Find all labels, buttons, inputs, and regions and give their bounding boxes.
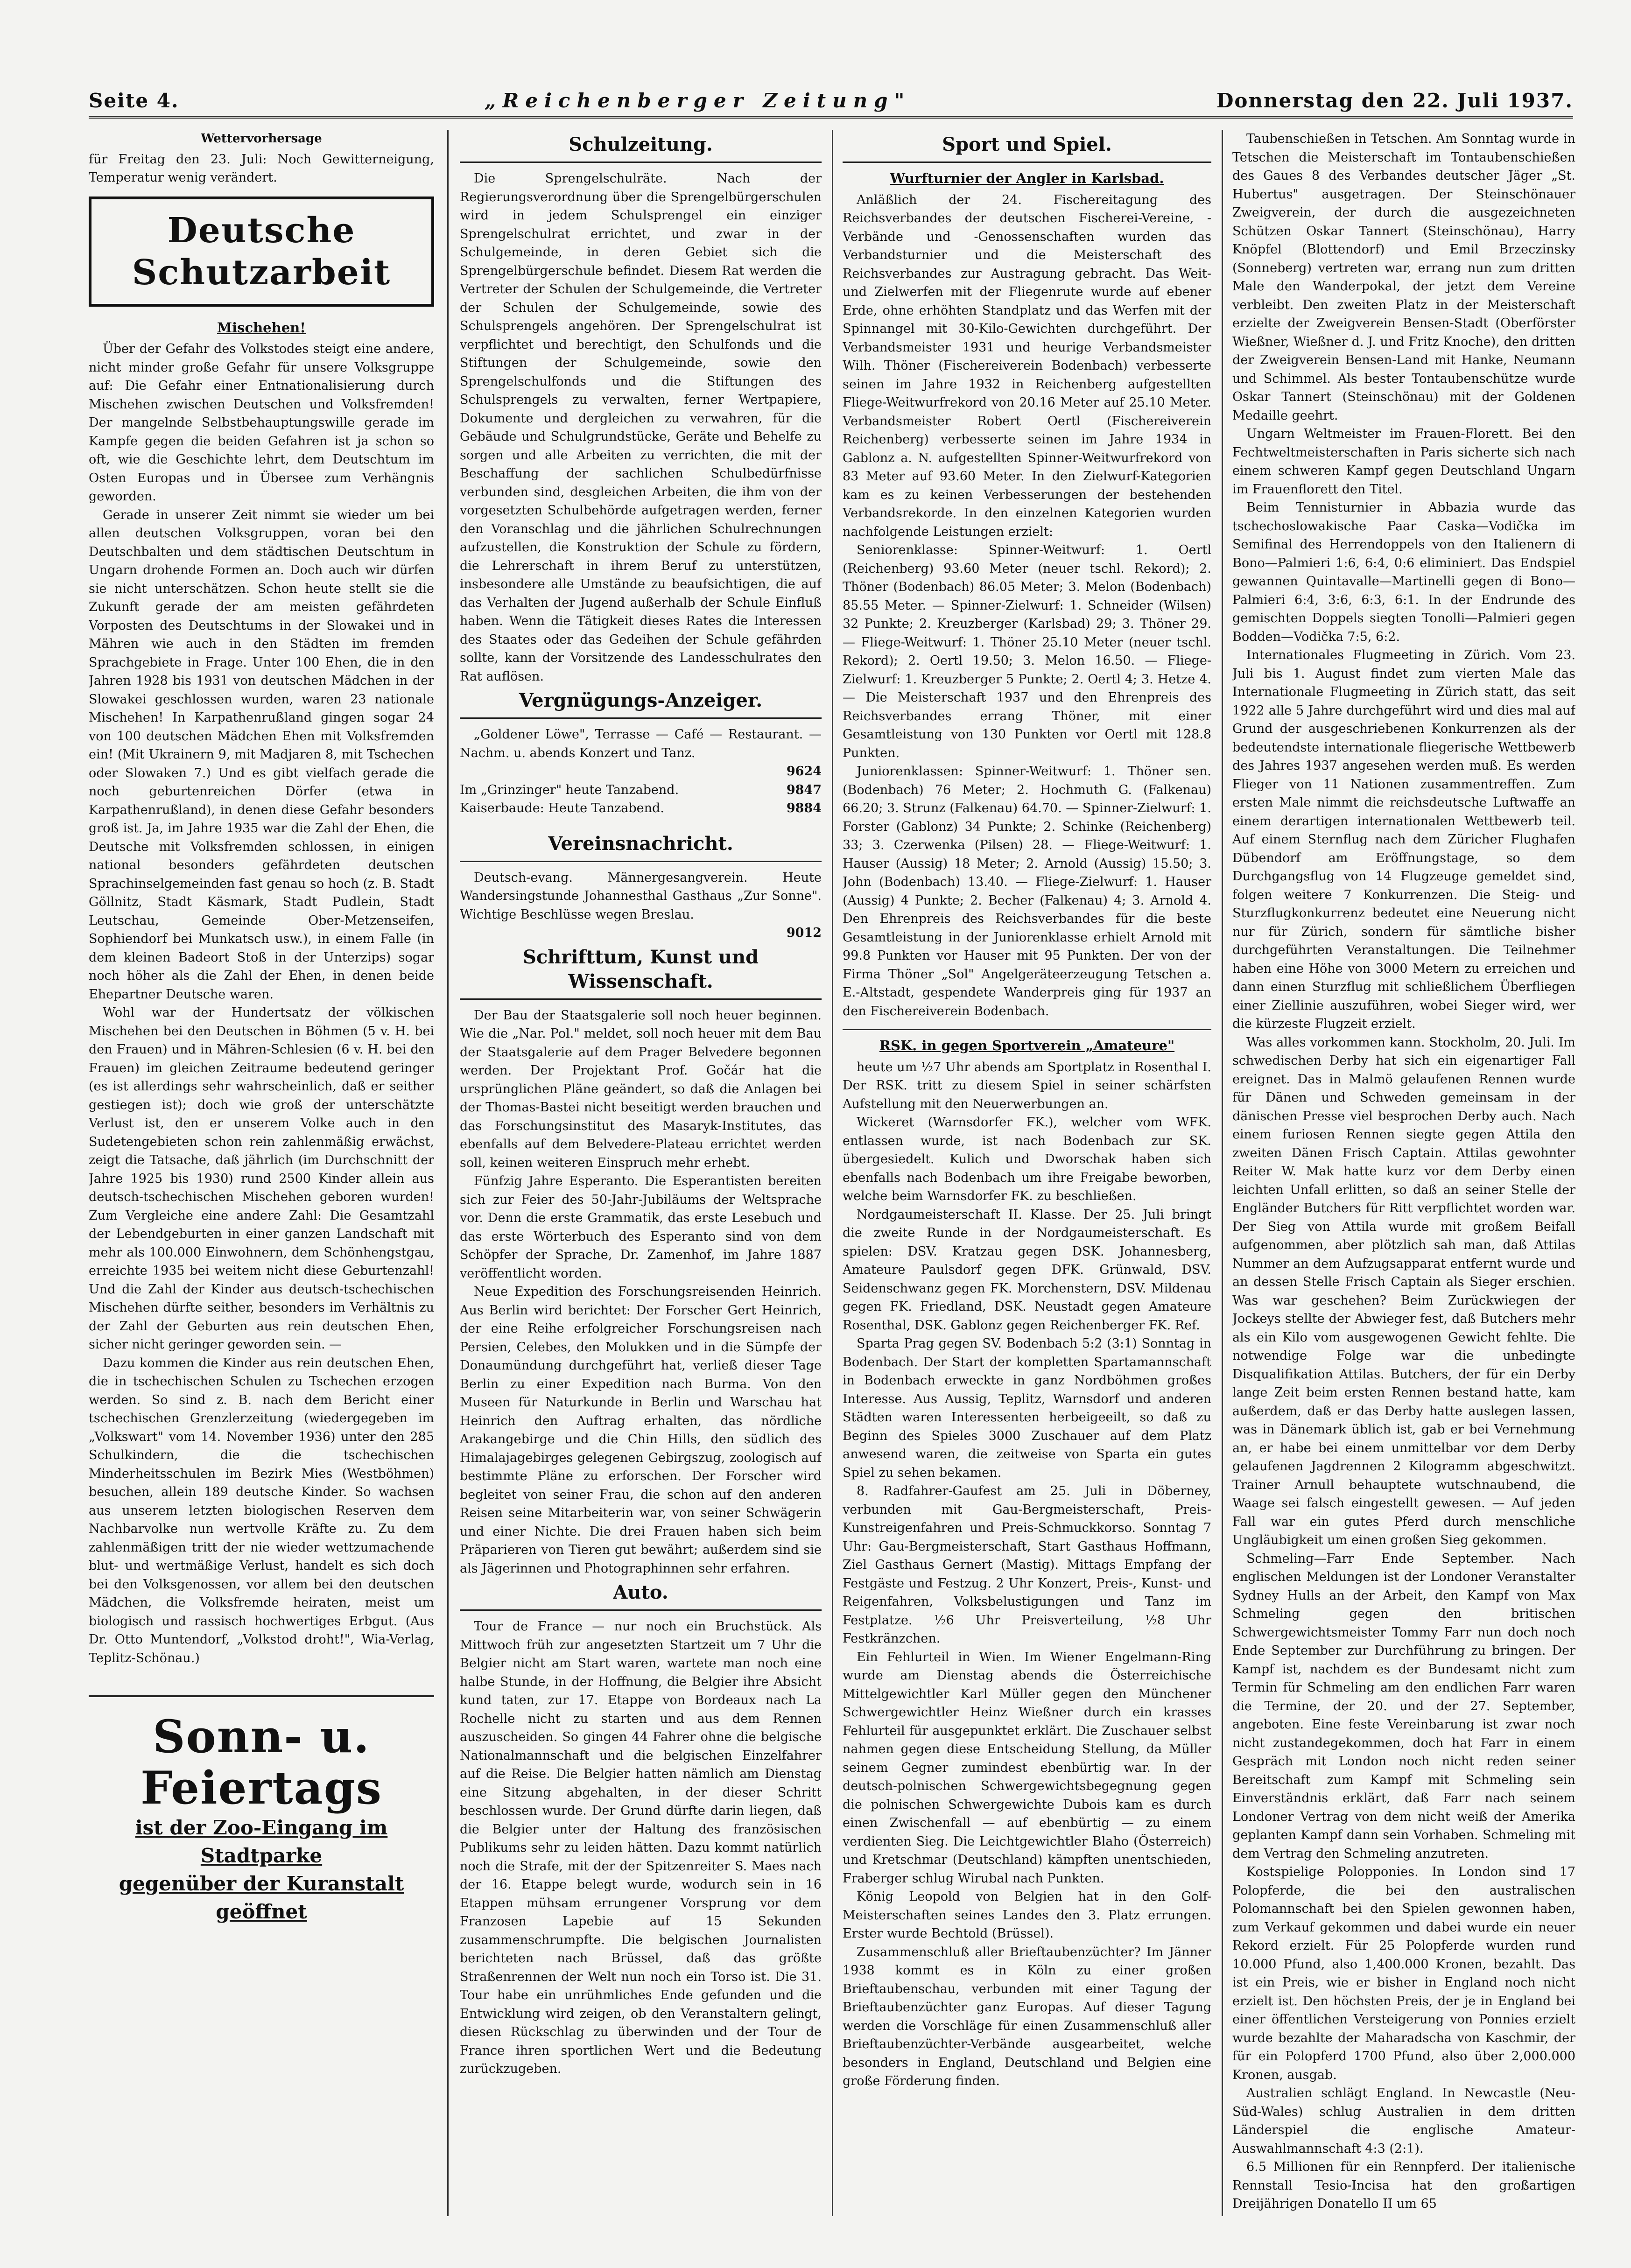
club-notice: Deutsch-evang. Männergesangverein. Heute Wandersingstunde Johannesthal Gasthaus „Zur Sonne". Wichtige Beschlüsse wegen Breslau.: [460, 870, 822, 922]
column-divider: [832, 130, 833, 2216]
listing-number: 9624: [786, 764, 822, 779]
article-paragraph: Kostspielige Polopponies. In London sind 17 Polopferde, die bei den australischen Polomannschaft bei den Spielen gewonnen haben, zum Verkauf gekommen und dabei wurde ein neuer Rekord erzielt. Für 25 Polopferde wurden rund 10.000 Pfund, also 1,400.000 Kronen, bezahlt. Das ist ein Preis, wie er bisher in England noch nicht erzielt ist. Den höchsten Preis, der je in England bei einer öffentlichen Versteigerung von Ponnies erzielt wurde bezahlte der Maharadscha von Kaschmir, der für ein Polopferd 1700 Pfund, also über 2,000.000 Kronen, ausgab.: [1232, 1865, 1575, 2082]
article-subtitle: RSK. in gegen Sportverein „Amateure": [879, 1038, 1175, 1053]
article-paragraph: Beim Tennisturnier in Abbazia wurde das tschechoslowakische Paar Caska—Vodička im Semifinal des Herrendoppels von den Italienern di Bono—Palmieri 1:6, 6:4, 0:6 eliminiert. Das Endspiel gewannen Quintavalle—Martinelli gegen di Bono—Palmieri 6:4, 3:6, 6:3, 6:1. In der Endrunde des gemischten Doppels siegten Tonolli—Palmieri gegen Bodden—Vodička 7:5, 6:2.: [1232, 500, 1575, 644]
article-paragraph: Juniorenklassen: Spinner-Weitwurf: 1. Thöner sen. (Bodenbach) 76 Meter; 2. Hochmuth G. (Falkenau) 66.20; 3. Strunz (Falkenau) 64.70. — Spinner-Zielwurf: 1. Forster (Gablonz) 34 Punkte; 2. Schinke (Reichenberg) 33; 3. Czerwenka (Pilsen) 28. — Fliege-Weitwurf: 1. Hauser (Aussig) 18 Meter; 2. Arnold (Aussig) 15.50; 3. John (Bodenbach) 13.40. — Fliege-Zielwurf: 1. Hauser (Aussig) 4 Punkte; 2. Becher (Falkenau) 4; 3. Arnold 4. Den Ehrenpreis des Reichsverbandes für die beste Gesamtleistung in der Juniorenklasse erhielt Arnold mit 99.8 Punkten vor Hauser mit 95 Punkten. Der von der Firma Thöner „Sol" Angelgeräteerzeugung Tetschen a. E.-Altstadt, gespendete Wanderpreis ging für 1937 an den Fischereiverein Bodenbach.: [843, 764, 1211, 1018]
article-paragraph: Internationales Flugmeeting in Zürich. Vom 23. Juli bis 1. August findet zum vierten Male das Internationale Flugmeeting in Zürich statt, das seit 1922 alle 5 Jahre durchgeführt wird und dies mal auf Grund der ausgeschriebenen Konkurrenzen als der bedeutendste internationale fliegerische Wettbewerb des Jahres 1937 angesehen werden muß. Es werden Flieger von 11 Nationen zusammentreffen. Zum ersten Male nimmt die reichsdeutsche Luftwaffe an einem derartigen internationalen Wettbewerb teil. Auf einem Sternflug nach dem Züricher Flughafen Dübendorf am Eröffnungstage, so dem Durchgangsflug von 14 Flugzeuge gemeldet sind, folgen weitere 7 Konkurrenzen. Die Steig- und Sturzflugkonkurrenz bedeutet eine Neuerung nicht nur für Zürich, sondern für sämtliche bisher durchgeführten Veranstaltungen. Die Teilnehmer haben eine Höhe von 3000 Metern zu erreichen und dann einen Sturzflug mit schließlichem Überfliegen einer Ziellinie auszuführen, wobei Sieger wird, wer die kürzeste Flugzeit erzielt.: [1232, 648, 1575, 1031]
article-paragraph: Seniorenklasse: Spinner-Weitwurf: 1. Oertl (Reichenberg) 93.60 Meter (neuer tschl. Rekord); 2. Thöner (Bodenbach) 86.05 Meter; 3. Melon (Bodenbach) 85.55 Meter. — Spinner-Zielwurf: 1. Schneider (Wilsen) 32 Punkte; 2. Kreuzberger (Karlsbad) 29; 3. Thöner 29. — Fliege-Weitwurf: 1. Thöner 25.10 Meter (neuer tschl. Rekord); 2. Oertl 19.50; 3. Melon 16.50. — Fliege-Zielwurf: 1. Kreuzberger 5 Punkte; 2. Oertl 4; 3. Hetze 4. — Die Meisterschaft 1937 und den Ehrenpreis des Reichsverbandes errang Thöner, mit einer Gesamtleistung von 130 Punkten vor Oertl mit 128.8 Punkten.: [843, 543, 1211, 760]
article-paragraph: Gerade in unserer Zeit nimmt sie wieder um bei allen deutschen Volksgruppen, voran bei den Deutschbalten und dem städtischen Deutschtum in Ungarn drohende Formen an. Doch auch wir dürfen sie nicht unterschätzen. Schon heute stellt sie die Zukunft gerade der am meisten gefährdeten Vorposten des Deutschtums in der Slowakei und in Mähren wie auch in den Städten im fremden Sprachgebiete in Frage. Unter 100 Ehen, die in den Jahren 1928 bis 1931 von deutschen Mädchen in der Slowakei geschlossen wurden, waren 23 nationale Mischehen! In Karpathenrußland gingen sogar 24 von 100 deutschen Mädchen Ehen mit Volksfremden ein! (Mit Ukrainern 9, mit Madjaren 8, mit Tschechen oder Slowaken 7.) Und es gibt vielfach gerade die noch geburtenreichen Dörfer (etwa in Karpathenrußland), in denen diese Gefahr besonders groß ist. Ja, im Jahre 1935 war die Zahl der Ehen, die Deutsche mit Volksfremden schlossen, in einigen national besonders gefährdeten deutschen Sprachinselgemeinden fast genau so hoch (z. B. Stadt Göllnitz, Stadt Käsmark, Stadt Pudlein, Stadt Leutschau, Gemeinde Ober-Metzenseifen, Sophiendorf bei Munkatsch usw.), in einem Falle (in dem kleinen Badeort Stoß in der Unterzips) sogar noch höher als die Zahl der Ehen, in denen beide Ehepartner Deutsche waren.: [89, 507, 434, 1002]
column-divider: [447, 130, 449, 2216]
listing-text: Im „Grinzinger" heute Tanzabend.: [460, 782, 679, 797]
page-number: Seite 4.: [89, 89, 179, 112]
column-4: [1232, 130, 1575, 2221]
article-paragraph: Was alles vorkommen kann. Stockholm, 20. Juli. Im schwedischen Derby hat sich ein eigenartiger Fall ereignet. Das in Malmö gelaufenen Rennen wurde für Dänen und Schweden gemeinsam in der dänischen Presse viel besprochen Derby auch. Nach einem furiosen Rennen siegte gegen Attila den zweiten Dänen Frisch Captain. Attilas gewohnter Reiter W. Mak hatte kurz vor dem Derby einen leichten Unfall erlitten, so daß an seiner Stelle der Engländer Butchers für Ritt verpflichtet worden war. Der Sieg von Attila wurde mit großem Beifall aufgenommen, aber plötzlich sah man, daß Attilas Nummer an dem Aufzugsapparat entfernt wurde und an dessen Stelle Frisch Captain als Sieger erschien. Was war geschehen? Beim Zurückwiegen der Jockeys stellte der Abwieger fest, daß Butchers mehr als ein Kilo vom ausgewogenen Gewicht fehlte. Die notwendige Folge war die unbedingte Disqualifikation Attilas. Butchers, der für ein Derby lange Zeit beim ersten Rennen bestand hatte, kam außerdem, daß er das Derby hatte auslegen lassen, was in Dänemark üblich ist, gab er bei Vernehmung an, er habe bei einem unmittelbar vor dem Derby gelaufenen Jagdrennen 2 Kilogramm abgeschwitzt. Trainer Arnull behauptete wutschnaubend, die Waage sei falsch eingestellt gewesen. — Auf jeden Fall war ein gutes Pferd durch menschliche Ungläubigkeit um einen großen Sieg gekommen.: [1232, 1035, 1575, 1547]
article-paragraph: 6.5 Millionen für ein Rennpferd. Der italienische Rennstall Tesio-Incisa hat den großartigen Dreijährigen Donatello II um 65: [1232, 2160, 1575, 2211]
column-1: [89, 130, 434, 2221]
article-paragraph: Der Bau der Staatsgalerie soll noch heuer beginnen. Wie die „Nar. Pol." meldet, soll noch heuer mit dem Bau der Staatsgalerie auf dem Prager Belvedere begonnen werden. Der Projektant Prof. Gočár hat die ursprünglichen Pläne geändert, so daß die Anlagen bei der Thomas-Bastei nicht beseitigt werden brauchen und das Forschungsinstitut des Masaryk-Institutes, das ebenfalls auf dem Belvedere-Plateau errichtet werden soll, keinen weiteren Einspruch mehr erhebt.: [460, 1008, 822, 1170]
section-title-arts: Schrifttum, Kunst und Wissenschaft.: [460, 945, 822, 1000]
separator: [843, 1029, 1211, 1030]
ad-title: Sonn- u. Feiertags: [141, 1710, 382, 1814]
article-paragraph: Taubenschießen in Tetschen. Am Sonntag wurde in Tetschen die Meisterschaft im Tontaubenschießen des Gaues 8 des Verbandes deutscher Jäger „St. Hubertus" ausgetragen. Der Steinschönauer Zweigverein, der durch die ausgezeichneten Schützen Oskar Tannert (Steinschönau), Harry Knöpfel (Blottendorf) und Emil Brzeczinsky (Sonneberg) vertreten war, errang nun zum dritten Male den Wanderpokal, der jetzt dem Vereine verbleibt. Den zweiten Platz in der Meisterschaft erzielte der Zweigverein Bensen-Stadt (Oberförster Wießner, Wießner d. J. und Fritz Knoche), den dritten der Zweigverein Bensen-Land mit Hanke, Neumann und Schimmel. Als bester Tontaubenschütze wurde Oskar Tannert (Steinschönau) mit der Goldenen Medaille geehrt.: [1232, 132, 1575, 423]
listing-item: [460, 781, 822, 800]
article-paragraph: Wohl war der Hundertsatz der völkischen Mischehen bei den Deutschen in Böhmen (5 v. H. bei den Frauen) und in Mähren-Schlesien (6 v. H. bei den Frauen) im gleichen Zeitraume bedeutend geringer (es ist allerdings sehr wahrscheinlich, daß er seither gestiegen ist); doch wie groß der unterschätzte Verlust ist, den er unserem Volke auch in den Sudetengebieten schon rein zahlenmäßig erwächst, zeigt die Tatsache, daß jährlich (im Durchschnitt der Jahre 1925 bis 1930) rund 2500 Kinder allein aus deutsch-tschechischen Mischehen geboren wurden! Zum Vergleiche eine andere Zahl: Die Gesamtzahl der Lebendgeburten in einer ganzen Landschaft mit mehr als 100.000 Einwohnern, dem Schönhengstgau, erreichte 1935 bei weitem nicht diese Geburtenzahl! Und die Zahl der Kinder aus deutsch-tschechischen Mischehen dürfte seither, besonders im Verhältnis zu der Zahl der Geburten aus rein deutschen Ehen, sicher nicht geringer geworden sein. —: [89, 1005, 434, 1352]
article-paragraph: Neue Expedition des Forschungsreisenden Heinrich. Aus Berlin wird berichtet: Der Forscher Gert Heinrich, der eine Reihe erfolgreicher Forschungsreisen nach Persien, Celebes, den Molukken und in die Sümpfe der Donaumündung durchgeführt hat, verließ dieser Tage Berlin zu einer Expedition nach Burma. Von den Museen für Naturkunde in Berlin und Warschau hat Heinrich den Auftrag erhalten, das nördliche Arakangebirge und die Chin Hills, den südlich des Himalajagebirges gelegenen Gebirgszug, zoologisch auf bestimmte Pläne zu erforschen. Der Forscher wird begleitet von seiner Frau, die schon auf den anderen Reisen seine Mitarbeiterin war, von seiner Schwägerin und einer Nichte. Die drei Frauen haben sich beim Präparieren von Tieren gut bewährt; außerdem sind sie als Jägerinnen und Photographinnen sehr erfahren.: [460, 1285, 822, 1576]
listing-number: 9847: [786, 782, 822, 797]
listing-number: 9884: [786, 801, 822, 815]
article-paragraph: Ein Fehlurteil in Wien. Im Wiener Engelmann-Ring wurde am Dienstag abends die Österreichische Mittelgewichtler Karl Müller gegen den Münchener Schwergewichtler Heinz Wießner durch ein krasses Fehlurteil für ausgepunktet erklärt. Die Zuschauer selbst nahmen gegen diese Entscheidung Stellung, da Müller seinem Gegner zumindest ebenbürtig war. In der deutsch-polnischen Schwergewichtsbegegnung gegen die polnischen Schwergewichte Dubois kam es durch einen Zwischenfall — auf ebenbürtig — zu einem verdienten Sieg. Die Leichtgewichtler Blaho (Österreich) und Kretschmar (Deutschland) kämpften unentschieden, Fraberger schlug Wirubal nach Punkten.: [843, 1650, 1211, 1886]
header-rule: [89, 116, 1573, 119]
article-paragraph: heute um ½7 Uhr abends am Sportplatz in Rosenthal I. Der RSK. tritt zu diesem Spiel in seiner schärfsten Aufstellung mit den Neuerwerbungen an.: [843, 1060, 1211, 1111]
listing-item: [460, 799, 822, 818]
club-notice-number: 9012: [786, 926, 822, 940]
box-title: Deutsche Schutzarbeit: [89, 197, 434, 307]
article-subtitle: Wurfturnier der Angler in Karlsbad.: [890, 170, 1164, 186]
article-paragraph: Über der Gefahr des Volkstodes steigt eine andere, nicht minder große Gefahr für unsere Volksgruppe auf: Die Gefahr einer Entnationalisierung durch Mischehen zwischen Deutschen und Volksfremden! Der mangelnde Selbstbehauptungswille gerade im Kampfe gegen die beiden Gefahren ist ja schon so oft, wie die Geschichte lehrt, dem Deutschtum im Osten Europas und in Übersee zum Verhängnis geworden.: [89, 342, 434, 504]
forecast-text: für Freitag den 23. Juli: Noch Gewitterneigung, Temperatur wenig verändert.: [89, 152, 434, 185]
article-subtitle: Mischehen!: [217, 319, 306, 336]
article-paragraph: Sparta Prag gegen SV. Bodenbach 5:2 (3:1) Sonntag in Bodenbach. Der Start der kompletten Spartamannschaft in Bodenbach erweckte in ganz Nordböhmen großes Interesse. Aus Aussig, Teplitz, Warnsdorf und anderen Städten waren Interessenten herbeigeeilt, so daß zu Beginn des Spieles 3000 Zuschauer auf dem Platz anwesend waren, die zeitweise von Sparta ein gutes Spiel zu sehen bekamen.: [843, 1336, 1211, 1480]
article-paragraph: Nordgaumeisterschaft II. Klasse. Der 25. Juli bringt die zweite Runde in der Nordgaumeisterschaft. Es spielen: DSV. Kratzau gegen DSK. Johannesberg, Amateure Paulsdorf gegen DFK. Grünwald, DSV. Seidenschwanz gegen FK. Morchenstern, DSV. Mildenau gegen FK. Friedland, DSK. Neustadt gegen Amateure Rosenthal, DSK. Gablonz gegen Reichenberger FK. Ref.: [843, 1207, 1211, 1333]
article-paragraph: Dazu kommen die Kinder aus rein deutschen Ehen, die in tschechischen Schulen zu Tschechen erzogen werden. So sind z. B. nach dem Bericht einer tschechischen Grenzlerzeitung (wiedergegeben im „Volkswart" vom 14. November 1936) unter den 285 Schulkindern, die die tschechischen Minderheitsschulen im Bezirk Mies (Westböhmen) besuchen, allein 189 deutsche Kinder. So wachsen aus unserem letzten biologischen Reserven dem Nachbarvolke nun wertvolle Kräfte zu. Zu dem zahlenmäßigen tritt der nie wieder wettzumachende blut- und wertmäßige Verlust, handelt es sich doch bei den Volksgenossen, vor allem bei den deutschen Mädchen, die Volksfremde heiraten, meist um biologisch und rassisch hochwertiges Erbgut. (Aus Dr. Otto Muntendorf, „Volkstod droht!", Wia-Verlag, Teplitz-Schönau.): [89, 1355, 434, 1665]
article-paragraph: 8. Radfahrer-Gaufest am 25. Juli in Döberney, verbunden mit Gau-Bergmeisterschaft, Preis-Kunstreigenfahren und Preis-Schmuckkorso. Sonntag 7 Uhr: Gau-Bergmeisterschaft, Start Gasthaus Hoffmann, Ziel Gasthaus Gernert (Mastig). Mittags Empfang der Festgäste und Festzug. 2 Uhr Konzert, Preis-, Kunst- und Reigenfahren, Volksbelustigungen und Tanz im Festplatze. ½6 Uhr Preisverteilung, ½8 Uhr Festkränzchen.: [843, 1484, 1211, 1646]
section-title-club: Vereinsnachricht.: [460, 832, 822, 862]
article-paragraph: Wickeret (Warnsdorfer FK.), welcher vom WFK. entlassen wurde, ist nach Bodenbach zur SK. übergesiedelt. Kulich und Dworschak haben sich ebenfalls nach Bodenbach um ihre Freigabe beworben, welche beim Warnsdorfer FK. zu beschließen.: [843, 1115, 1211, 1203]
listing-text: „Goldener Löwe", Terrasse — Café — Restaurant. — Nachm. u. abends Konzert und Tanz.: [460, 727, 822, 760]
column-3: [843, 130, 1211, 2221]
ad-line: ist der Zoo-Eingang im Stadtparke: [135, 1816, 388, 1867]
article-paragraph: Tour de France — nur noch ein Bruchstück. Als Mittwoch früh zur angesetzten Startzeit um 7 Uhr die Belgier nicht am Start waren, wartete man noch eine halbe Stunde, in der Hoffnung, die Belgier ihre Absicht kund taten, zur 17. Etappe von Bordeaux nach La Rochelle nicht zu starten und aus dem Rennen auszuscheiden. So gingen 44 Fahrer ohne die belgische Nationalmannschaft und die belgischen Einzelfahrer auf die Reise. Die Belgier hatten nämlich am Dienstag eine Sitzung abgehalten, in der dieser Schritt beschlossen wurde. Der Grund dürfte darin liegen, daß die Belgier unter der Haltung des französischen Publikums sehr zu leiden hätten. Dazu kommt natürlich noch die Strafe, mit der der Spitzenreiter S. Maes nach der 16. Etappe belegt wurde, wodurch sein in 16 Etappen mühsam errungener Vorsprung vor dem Franzosen Lapebie auf 15 Sekunden zusammenschrumpfte. Die belgischen Journalisten berichteten nach Brüssel, daß das größte Straßenrennen der Welt nun noch ein Torso ist. Die 31. Tour habe ein unrühmliches Ende gefunden und die Entwicklung wird zeigen, ob den Veranstaltern gelingt, diesen Rückschlag zu überwinden und der Tour de France ihren sportlichen Wert und die Bedeutung zurückzugeben.: [460, 1619, 822, 2076]
column-2: [460, 130, 822, 2221]
article-paragraph: König Leopold von Belgien hat in den Golf-Meisterschaften seines Landes den 3. Platz errungen. Erster wurde Bechtold (Brüssel).: [843, 1889, 1211, 1941]
article-paragraph: Ungarn Weltmeister im Frauen-Florett. Bei den Fechtweltmeisterschaften in Paris sicherte sich nach einem schweren Kampf gegen Deutschland Ungarn im Frauenflorett den Titel.: [1232, 427, 1575, 497]
article-paragraph: Schmeling—Farr Ende September. Nach englischen Meldungen ist der Londoner Veranstalter Sydney Hulls an der Arbeit, den Kampf von Max Schmeling gegen den britischen Schwergewichtsmeister Tommy Farr nun doch noch Ende September zur Durchführung zu bringen. Der Kampf ist, nachdem es der Bundesamt nicht zum Termin für Schmeling am den endlichen Farr waren die Termine, der 20. und der 27. September, angeboten. Eine feste Vereinbarung ist zwar noch nicht zustandegekommen, doch hat Farr in einem Gespräch mit London noch nicht reden seiner Bereitschaft zum Kampf mit Schmeling sein Einverständnis erklärt, daß Farr nach seinem Londoner Vertrag von dem nicht weiß der Amerika geplanten Kampf dann sein Vorhaben. Schmeling mit dem Vertrag den Schmeling anzutreten.: [1232, 1551, 1575, 1861]
article-paragraph: Zusammenschluß aller Brieftaubenzüchter? Im Jänner 1938 kommt es in Köln zu einer großen Brieftaubenschau, verbunden mit einer Tagung der Brieftaubenzüchter ganz Europas. Auf dieser Tagung werden die Vorschläge für einen Zusammenschluß aller Brieftaubenzüchter-Verbände ausgearbeitet, welche besonders in England, Deutschland und Belgien eine große Förderung finden.: [843, 1945, 1211, 2088]
ad-line: gegenüber der Kuranstalt geöffnet: [119, 1872, 404, 1923]
page-header: [89, 79, 1573, 112]
issue-date: Donnerstag den 22. Juli 1937.: [1216, 89, 1573, 112]
article-paragraph: Australien schlägt England. In Newcastle (Neu-Süd-Wales) schlug Australien in dem dritten Länderspiel die englische Amateur-Auswahlmannschaft 4:3 (2:1).: [1232, 2086, 1575, 2156]
listing-text: Kaiserbaude: Heute Tanzabend.: [460, 801, 664, 815]
forecast-title: Wettervorhersage: [201, 132, 322, 146]
section-title-school: Schulzeitung.: [460, 133, 822, 163]
article-paragraph: Anläßlich der 24. Fischereitagung des Reichsverbandes der deutschen Fischerei-Vereine, -Verbände und -Genossenschaften wurden das Verbandsturnier und die Meisterschaft des Reichsverbandes zur Austragung gebracht. Das Weit- und Zielwerfen mit der Fliegenrute wurde auf ebener Erde, ohne erhöhten Standplatz und das Werfen mit der Spinnangel mit 30-Kilo-Gewichten durchgeführt. Der Verbandsmeister 1931 und heurige Verbandsmeister Wilh. Thöner (Fischereiverein Bodenbach) verbesserte seinen im Jahre 1932 in Reichenberg aufgestellten Fliege-Weitwurfrekord von 20.16 Meter auf 25.10 Meter. Verbandsmeister Robert Oertl (Fischereiverein Reichenberg) verbesserte seinen im Jahre 1934 in Gablonz a. N. aufgestellten Spinner-Weitwurfrekord von 83 Meter auf 93.60 Meter. In den Zielwurf-Kategorien kam es zu keinen Verbesserungen der bestehenden Verbandsrekorde. In den einzelnen Kategorien wurden nachfolgende Leistungen erzielt:: [843, 192, 1211, 539]
column-divider: [1222, 130, 1223, 2216]
section-title-sport: Sport und Spiel.: [843, 133, 1211, 163]
section-title-entertainment: Vergnügungs-Anzeiger.: [460, 688, 822, 719]
article-paragraph: Fünfzig Jahre Esperanto. Die Esperantisten bereiten sich zur Feier des 50-Jahr-Jubiläums der Weltsprache vor. Denn die erste Grammatik, das erste Lesebuch und das erste Wörterbuch des Esperanto sind von dem Schöpfer der Sprache, Dr. Zamenhof, im Jahre 1887 veröffentlicht worden.: [460, 1174, 822, 1281]
article-paragraph: Die Sprengelschulräte. Nach der Regierungsverordnung über die Sprengelbürgerschulen wird in jedem Schulsprengel ein einziger Sprengelschulrat errichtet, und zwar in der Schulgemeinde, in deren Gebiet sich die Sprengelbürgerschule befindet. Diesem Rat werden die Vertreter der Schulen der Schulgemeinde, die Vertreter der Schulen der Schulgemeinde, sowie des Schulsprengels angehören. Der Sprengelschulrat ist verpflichtet und berechtigt, den Schulfonds und die Stiftungen der Schulgemeinde, sowie den Sprengelschulfonds und die Stiftungen des Schulsprengels zu verwalten, ferner Wertpapiere, Dokumente und dergleichen zu verwahren, für die Gebäude und Schulgrundstücke, Geräte und Behelfe zu sorgen und alle Arbeiten zu verrichten, die mit der Beschaffung der sachlichen Schulbedürfnisse verbunden sind, desgleichen Arbeiten, die ihm von der vorgesetzten Schulbehörde aufgetragen werden, ferner den Voranschlag und die jährlichen Schulrechnungen aufzustellen, die Konstruktion der Schule zu fördern, die Lehrerschaft in ihrem Beruf zu unterstützen, insbesondere alle Umstände zu beaufsichtigen, die auf das Verhalten der Jugend außerhalb der Schule Einfluß haben. Wenn die Tätigkeit dieses Rates die Interessen des Staates oder das Gedeihen der Schule gefährden sollte, kann der Vorsitzende des Landesschulrates den Rat auflösen.: [460, 171, 822, 684]
advertisement: [89, 1695, 434, 1926]
section-title-auto: Auto.: [460, 1580, 822, 1611]
masthead: „Reichenberger Zeitung": [485, 89, 911, 112]
